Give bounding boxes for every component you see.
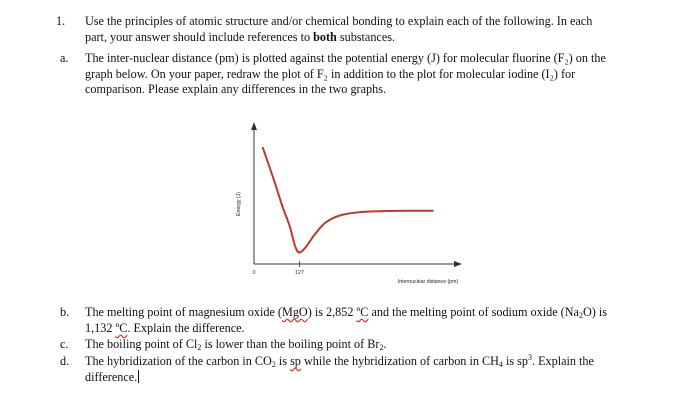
question-1-text (85, 14, 592, 45)
y-axis-label: Energy (J) (236, 192, 242, 216)
question-b-text (85, 305, 607, 336)
potential-energy-svg (218, 112, 480, 288)
mgo-formula: MgO (282, 305, 308, 319)
question-1-number: 1. (56, 14, 66, 28)
x-axis-arrow (454, 261, 462, 267)
text-cursor (138, 370, 139, 383)
degree-celsius-1: ºC (356, 305, 369, 319)
potential-energy-graph (218, 112, 480, 288)
y-axis-arrow (251, 122, 257, 130)
question-a-line-1: The inter-nuclear distance (pm) is plotted against the potential energy (J) for molecular fluorine (F₂) on the (85, 51, 606, 65)
question-c-line-1: The boiling point of $Cl_2$ is lower than the boiling point of $Br_2$. (85, 337, 387, 352)
question-b-line-2: 1,132 ºC. Explain the difference. (85, 320, 245, 335)
question-d-text (85, 354, 594, 385)
x-tick-label-min: 127 (294, 270, 305, 276)
question-d-line-2[interactable]: difference. (85, 369, 138, 384)
question-1-line-1: Use the principles of atomic structure and/or chemical bonding to explain each of the following. In each (85, 14, 593, 28)
question-a-letter: a. (60, 51, 69, 65)
question-d-line-1: The hybridization of the carbon in $CO_2$ is sp while the hybridization of carbon in $CH_4$ is $sp^3$. Explain the (85, 353, 594, 369)
question-a-line-3: comparison. Please explain any differences in the two graphs. (85, 82, 386, 97)
question-d-letter: d. (60, 354, 70, 368)
x-axis-label: Internuclear distance (pm) (397, 279, 459, 285)
question-a-line-2: graph below. On your paper, redraw the plot of F₂ in addition to the plot for molecular iodine (I₂) for (85, 66, 576, 81)
potential-energy-curve-0 (263, 148, 433, 253)
both-emphasis: both (313, 29, 337, 44)
degree-celsius-2: ºC (115, 320, 128, 335)
sp-hybrid: sp (290, 354, 301, 368)
question-b-letter: b. (60, 305, 70, 319)
question-c-text (85, 337, 387, 353)
question-b-line-1: The melting point of magnesium oxide (MgO) is 2,852 ºC and the melting point of sodium oxide $(Na_2O)$ is (85, 305, 607, 320)
question-a-text (85, 51, 606, 98)
question-c-letter: c. (60, 337, 69, 351)
question-1-line-2: part, your answer should include references to both substances. (85, 29, 396, 44)
x-tick-label-0: 0 (252, 270, 256, 276)
